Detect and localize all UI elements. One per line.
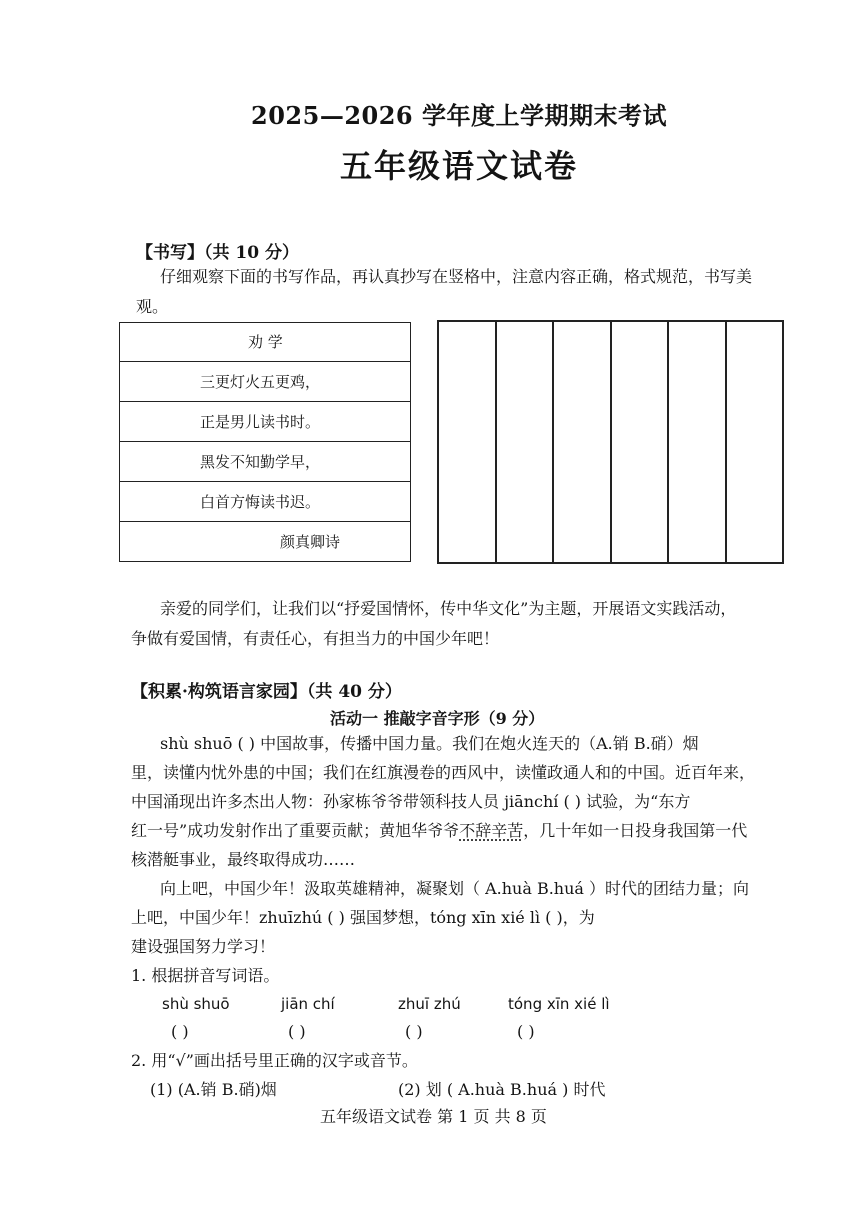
- poem-title: 劝 学: [120, 323, 410, 362]
- writing-instruction-line1: 仔细观察下面的书写作品，再认真抄写在竖格中，注意内容正确，格式规范，书写美: [160, 267, 753, 286]
- q1-answer-blank-2[interactable]: ( ): [288, 1022, 306, 1041]
- dotted-word: 不辞辛苦: [459, 821, 524, 840]
- question-2-label: 2. 用“√”画出括号里正确的汉字或音节。: [131, 1051, 418, 1070]
- passage-line-4-start: 红一号”成功发射作出了重要贡献；黄旭华爷爷: [131, 821, 460, 840]
- q1-answer-blank-4[interactable]: ( ): [517, 1022, 535, 1041]
- q1-pinyin-1: shù shuō: [162, 995, 230, 1013]
- accumulation-section-heading: 【积累·构筑语言家园】（共 40 分）: [131, 682, 402, 702]
- exam-title-year: 2025—2026 学年度上学期期末考试: [251, 101, 667, 130]
- copy-grid-column[interactable]: [669, 322, 727, 562]
- writing-section-heading: 【书写】（共 10 分）: [136, 243, 299, 263]
- q1-answer-blank-3[interactable]: ( ): [405, 1022, 423, 1041]
- copy-grid: [437, 320, 784, 564]
- passage-line-6: 向上吧，中国少年！汲取英雄精神，凝聚划（ A.huà B.huá ）时代的团结力量；向: [160, 879, 750, 898]
- q1-answer-blank-1[interactable]: ( ): [171, 1022, 189, 1041]
- passage-line-2: 里，读懂内忧外患的中国；我们在红旗漫卷的西风中，读懂政通人和的中国。近百年来，: [131, 763, 756, 782]
- copy-grid-column[interactable]: [554, 322, 612, 562]
- q1-pinyin-4: tóng xīn xié lì: [508, 995, 610, 1013]
- exam-title-subject: 五年级语文试卷: [339, 147, 578, 185]
- activity-one-title: 活动一 推敲字音字形（9 分）: [330, 709, 545, 728]
- poem-line-2: 正是男儿读书时。: [120, 403, 410, 442]
- passage-line-4: [131, 816, 747, 845]
- poem-line-3: 黑发不知勤学早，: [120, 443, 410, 482]
- intro-line2: 争做有爱国情，有责任心，有担当力的中国少年吧！: [131, 629, 500, 648]
- intro-line1: 亲爱的同学们，让我们以“抒爱国情怀，传中华文化”为主题，开展语文实践活动，: [160, 599, 737, 618]
- copy-grid-column[interactable]: [727, 322, 783, 562]
- passage-line-7: 上吧，中国少年！zhuīzhú ( ) 强国梦想，tóng xīn xié lì ( )，为: [131, 908, 595, 927]
- passage-line-1: shù shuō ( ) 中国故事，传播中国力量。我们在炮火连天的（A.销 B.硝）烟: [160, 734, 699, 753]
- poem-author: 颜真卿诗: [280, 533, 341, 551]
- copy-grid-column[interactable]: [612, 322, 670, 562]
- q2-item-2[interactable]: (2) 划 ( A.huà B.huá ) 时代: [398, 1080, 606, 1099]
- passage-line-8: 建设强国努力学习！: [131, 937, 276, 956]
- writing-instruction-line2: 观。: [136, 297, 169, 316]
- q1-pinyin-3: zhuī zhú: [398, 995, 461, 1013]
- copy-grid-column[interactable]: [439, 322, 497, 562]
- q2-item-1[interactable]: (1) (A.销 B.硝)烟: [150, 1080, 277, 1099]
- page-footer: 五年级语文试卷 第 1 页 共 8 页: [320, 1107, 547, 1126]
- passage-line-5: 核潜艇事业，最终取得成功……: [131, 850, 356, 869]
- question-1-label: 1. 根据拼音写词语。: [131, 966, 280, 985]
- poem-line-4: 白首方悔读书迟。: [120, 483, 410, 522]
- copy-grid-column[interactable]: [497, 322, 555, 562]
- q1-pinyin-2: jiān chí: [281, 995, 335, 1013]
- passage-line-3: 中国涌现出许多杰出人物：孙家栋爷爷带领科技人员 jiānchí ( ) 试验，为“东方: [131, 792, 691, 811]
- passage-line-4-end: ，几十年如一日投身我国第一代: [523, 821, 748, 840]
- poem-sample-box: [119, 322, 411, 562]
- poem-line-1: 三更灯火五更鸡，: [120, 363, 410, 402]
